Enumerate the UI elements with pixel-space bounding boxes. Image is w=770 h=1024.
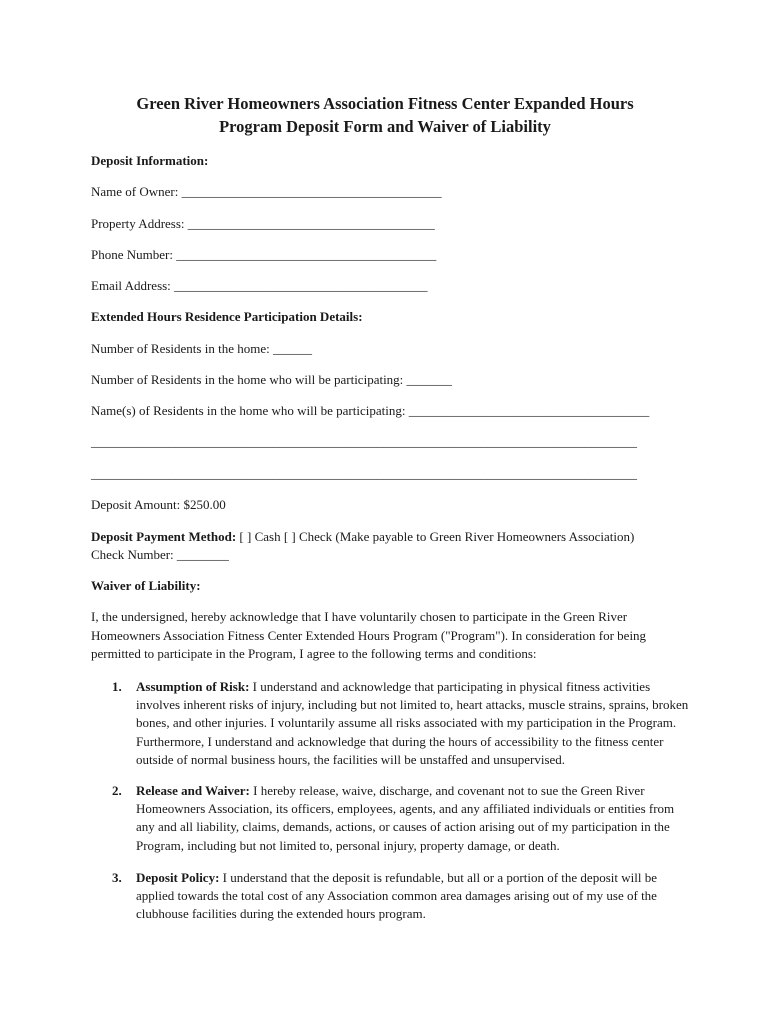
item-number: 1. (112, 679, 122, 694)
payment-method-options: [ ] Cash [ ] Check (Make payable to Green River Homeowners Association) (239, 529, 635, 544)
email-address-field: Email Address: _______________________________________ (91, 278, 428, 293)
participating-count-field: Number of Residents in the home who will be participating: _______ (91, 372, 453, 387)
payment-method-label: Deposit Payment Method: (91, 529, 237, 544)
item-title: Release and Waiver: (136, 783, 250, 798)
item-title: Assumption of Risk: (136, 679, 250, 694)
item-text: I understand that the deposit is refundable, but all or a portion of the deposit will be applied towards the total cost of any Association common area damages arising out of my use of the clubhouse facilities during the extended hours program. (136, 870, 657, 922)
waiver-item (112, 782, 692, 855)
resident-names-blank-2: ____________________________________________________________________________________ (91, 466, 637, 481)
property-address-field: Property Address: ______________________________________ (91, 216, 435, 231)
phone-number-field: Phone Number: ________________________________________ (91, 247, 437, 262)
deposit-amount: Deposit Amount: $250.00 (91, 497, 226, 512)
item-title: Deposit Policy: (136, 870, 220, 885)
check-number-field: Check Number: ________ (91, 547, 229, 562)
waiver-intro: I, the undersigned, hereby acknowledge that I have voluntarily chosen to participate in the Green River Homeowners Association Fitness Center Extended Hours Program ("Program"). In consideration for being permitted to participate in the Program, I agree to the following terms and conditions: (91, 609, 647, 661)
title-line-2: Program Deposit Form and Waiver of Liability (219, 117, 551, 136)
item-number: 3. (112, 870, 122, 885)
payment-method-row (91, 528, 634, 546)
item-number: 2. (112, 783, 122, 798)
residents-count-field: Number of Residents in the home: ______ (91, 341, 312, 356)
document-title (60, 92, 710, 138)
waiver-heading: Waiver of Liability: (91, 578, 201, 593)
deposit-info-heading: Deposit Information: (91, 153, 209, 168)
item-text: I hereby release, waive, discharge, and covenant not to sue the Green River Homeowners Association, its officers, employees, agents, and any affiliated individuals or entities from any and all liability, claims, demands, actions, or causes of action arising out of my participation in the Program, including but not limited to, personal injury, property damage, or death. (136, 783, 675, 853)
waiver-item (112, 678, 692, 769)
resident-names-blank-1: ____________________________________________________________________________________ (91, 434, 637, 449)
owner-name-field: Name of Owner: ________________________________________ (91, 184, 442, 199)
item-text: I understand and acknowledge that participating in physical fitness activities involves inherent risks of injury, including but not limited to, heart attacks, muscle strains, sprains, broken bones, and other injuries. I voluntarily assume all risks associated with my participation in the Program. Furthermore, I understand and acknowledge that during the hours of accessibility to the fitness center outside of normal business hours, the facilities will be unstaffed and unsupervised. (136, 679, 689, 767)
resident-names-field: Name(s) of Residents in the home who will be participating: _____________________________________ (91, 403, 650, 418)
waiver-item (112, 869, 692, 924)
participation-heading: Extended Hours Residence Participation Details: (91, 309, 363, 324)
title-line-1: Green River Homeowners Association Fitness Center Expanded Hours (136, 94, 634, 113)
